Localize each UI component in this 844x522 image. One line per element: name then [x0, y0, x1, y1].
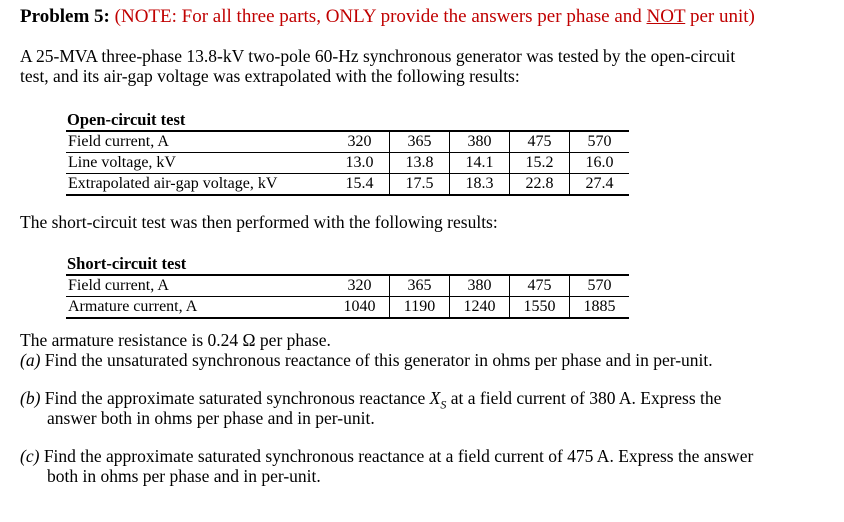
table-row: [66, 297, 629, 319]
problem-header: [20, 6, 755, 28]
table-cell: 18.3: [450, 174, 510, 196]
question-b-continued: answer both in ohms per phase and in per-unit.: [47, 408, 375, 428]
table-row: [66, 275, 629, 297]
row-label: Extrapolated air-gap voltage, kV: [66, 174, 330, 196]
table-row: [66, 131, 629, 153]
table-cell: 13.0: [330, 153, 390, 174]
question-label: (b): [20, 388, 41, 408]
table-cell: 1190: [390, 297, 450, 319]
table-cell: 380: [450, 131, 510, 153]
question-a: [20, 350, 713, 370]
table-cell: 380: [450, 275, 510, 297]
table-row: [66, 174, 629, 196]
open-circuit-title: Open-circuit test: [67, 110, 186, 129]
table-cell: 1040: [330, 297, 390, 319]
question-label: (c): [20, 446, 40, 466]
table-cell: 365: [390, 275, 450, 297]
table-cell: 27.4: [570, 174, 630, 196]
row-label: Armature current, A: [66, 297, 330, 319]
problem-note: (NOTE: For all three parts, ONLY provide the answers per phase and NOT per unit): [109, 6, 755, 27]
reactance-subscript: S: [440, 397, 447, 412]
table-cell: 475: [510, 275, 570, 297]
question-c-continued: both in ohms per phase and in per-unit.: [47, 466, 321, 486]
table-cell: 17.5: [390, 174, 450, 196]
table-cell: 1885: [570, 297, 630, 319]
problem-number: Problem 5:: [20, 6, 110, 27]
question-text: Find the approximate saturated synchronous reactance at a field current of 475 A. Express the answer: [39, 446, 754, 466]
note-emphasis: NOT: [646, 6, 686, 27]
table-cell: 14.1: [450, 153, 510, 174]
table-cell: 365: [390, 131, 450, 153]
row-label: Field current, A: [66, 275, 330, 297]
question-label: (a): [20, 350, 41, 370]
question-text: Find the unsaturated synchronous reactance of this generator in ohms per phase and in per-unit.: [40, 350, 713, 370]
short-circuit-title: Short-circuit test: [67, 254, 187, 273]
table-cell: 22.8: [510, 174, 570, 196]
intro-line-1: A 25-MVA three-phase 13.8-kV two-pole 60-Hz synchronous generator was tested by the open-circuit: [20, 46, 736, 66]
table-cell: 320: [330, 131, 390, 153]
question-text: at a field current of 380 A. Express the: [446, 388, 722, 408]
table-cell: 1550: [510, 297, 570, 319]
resistance-statement: The armature resistance is 0.24 Ω per phase.: [20, 330, 331, 350]
table-cell: 475: [510, 131, 570, 153]
table-cell: 570: [570, 275, 630, 297]
table-cell: 13.8: [390, 153, 450, 174]
table-cell: 15.2: [510, 153, 570, 174]
open-circuit-table: [66, 130, 629, 196]
short-circuit-table: [66, 274, 629, 319]
row-label: Line voltage, kV: [66, 153, 330, 174]
table-row: [66, 153, 629, 174]
question-text: Find the approximate saturated synchronous reactance: [40, 388, 430, 408]
question-c: [20, 446, 753, 466]
table-cell: 1240: [450, 297, 510, 319]
table-cell: 15.4: [330, 174, 390, 196]
table-cell: 16.0: [570, 153, 630, 174]
intro-line-2: test, and its air-gap voltage was extrapolated with the following results:: [20, 66, 520, 86]
short-circuit-sentence: The short-circuit test was then performed with the following results:: [20, 212, 498, 232]
table-cell: 320: [330, 275, 390, 297]
row-label: Field current, A: [66, 131, 330, 153]
reactance-symbol: X: [429, 388, 441, 408]
table-cell: 570: [570, 131, 630, 153]
